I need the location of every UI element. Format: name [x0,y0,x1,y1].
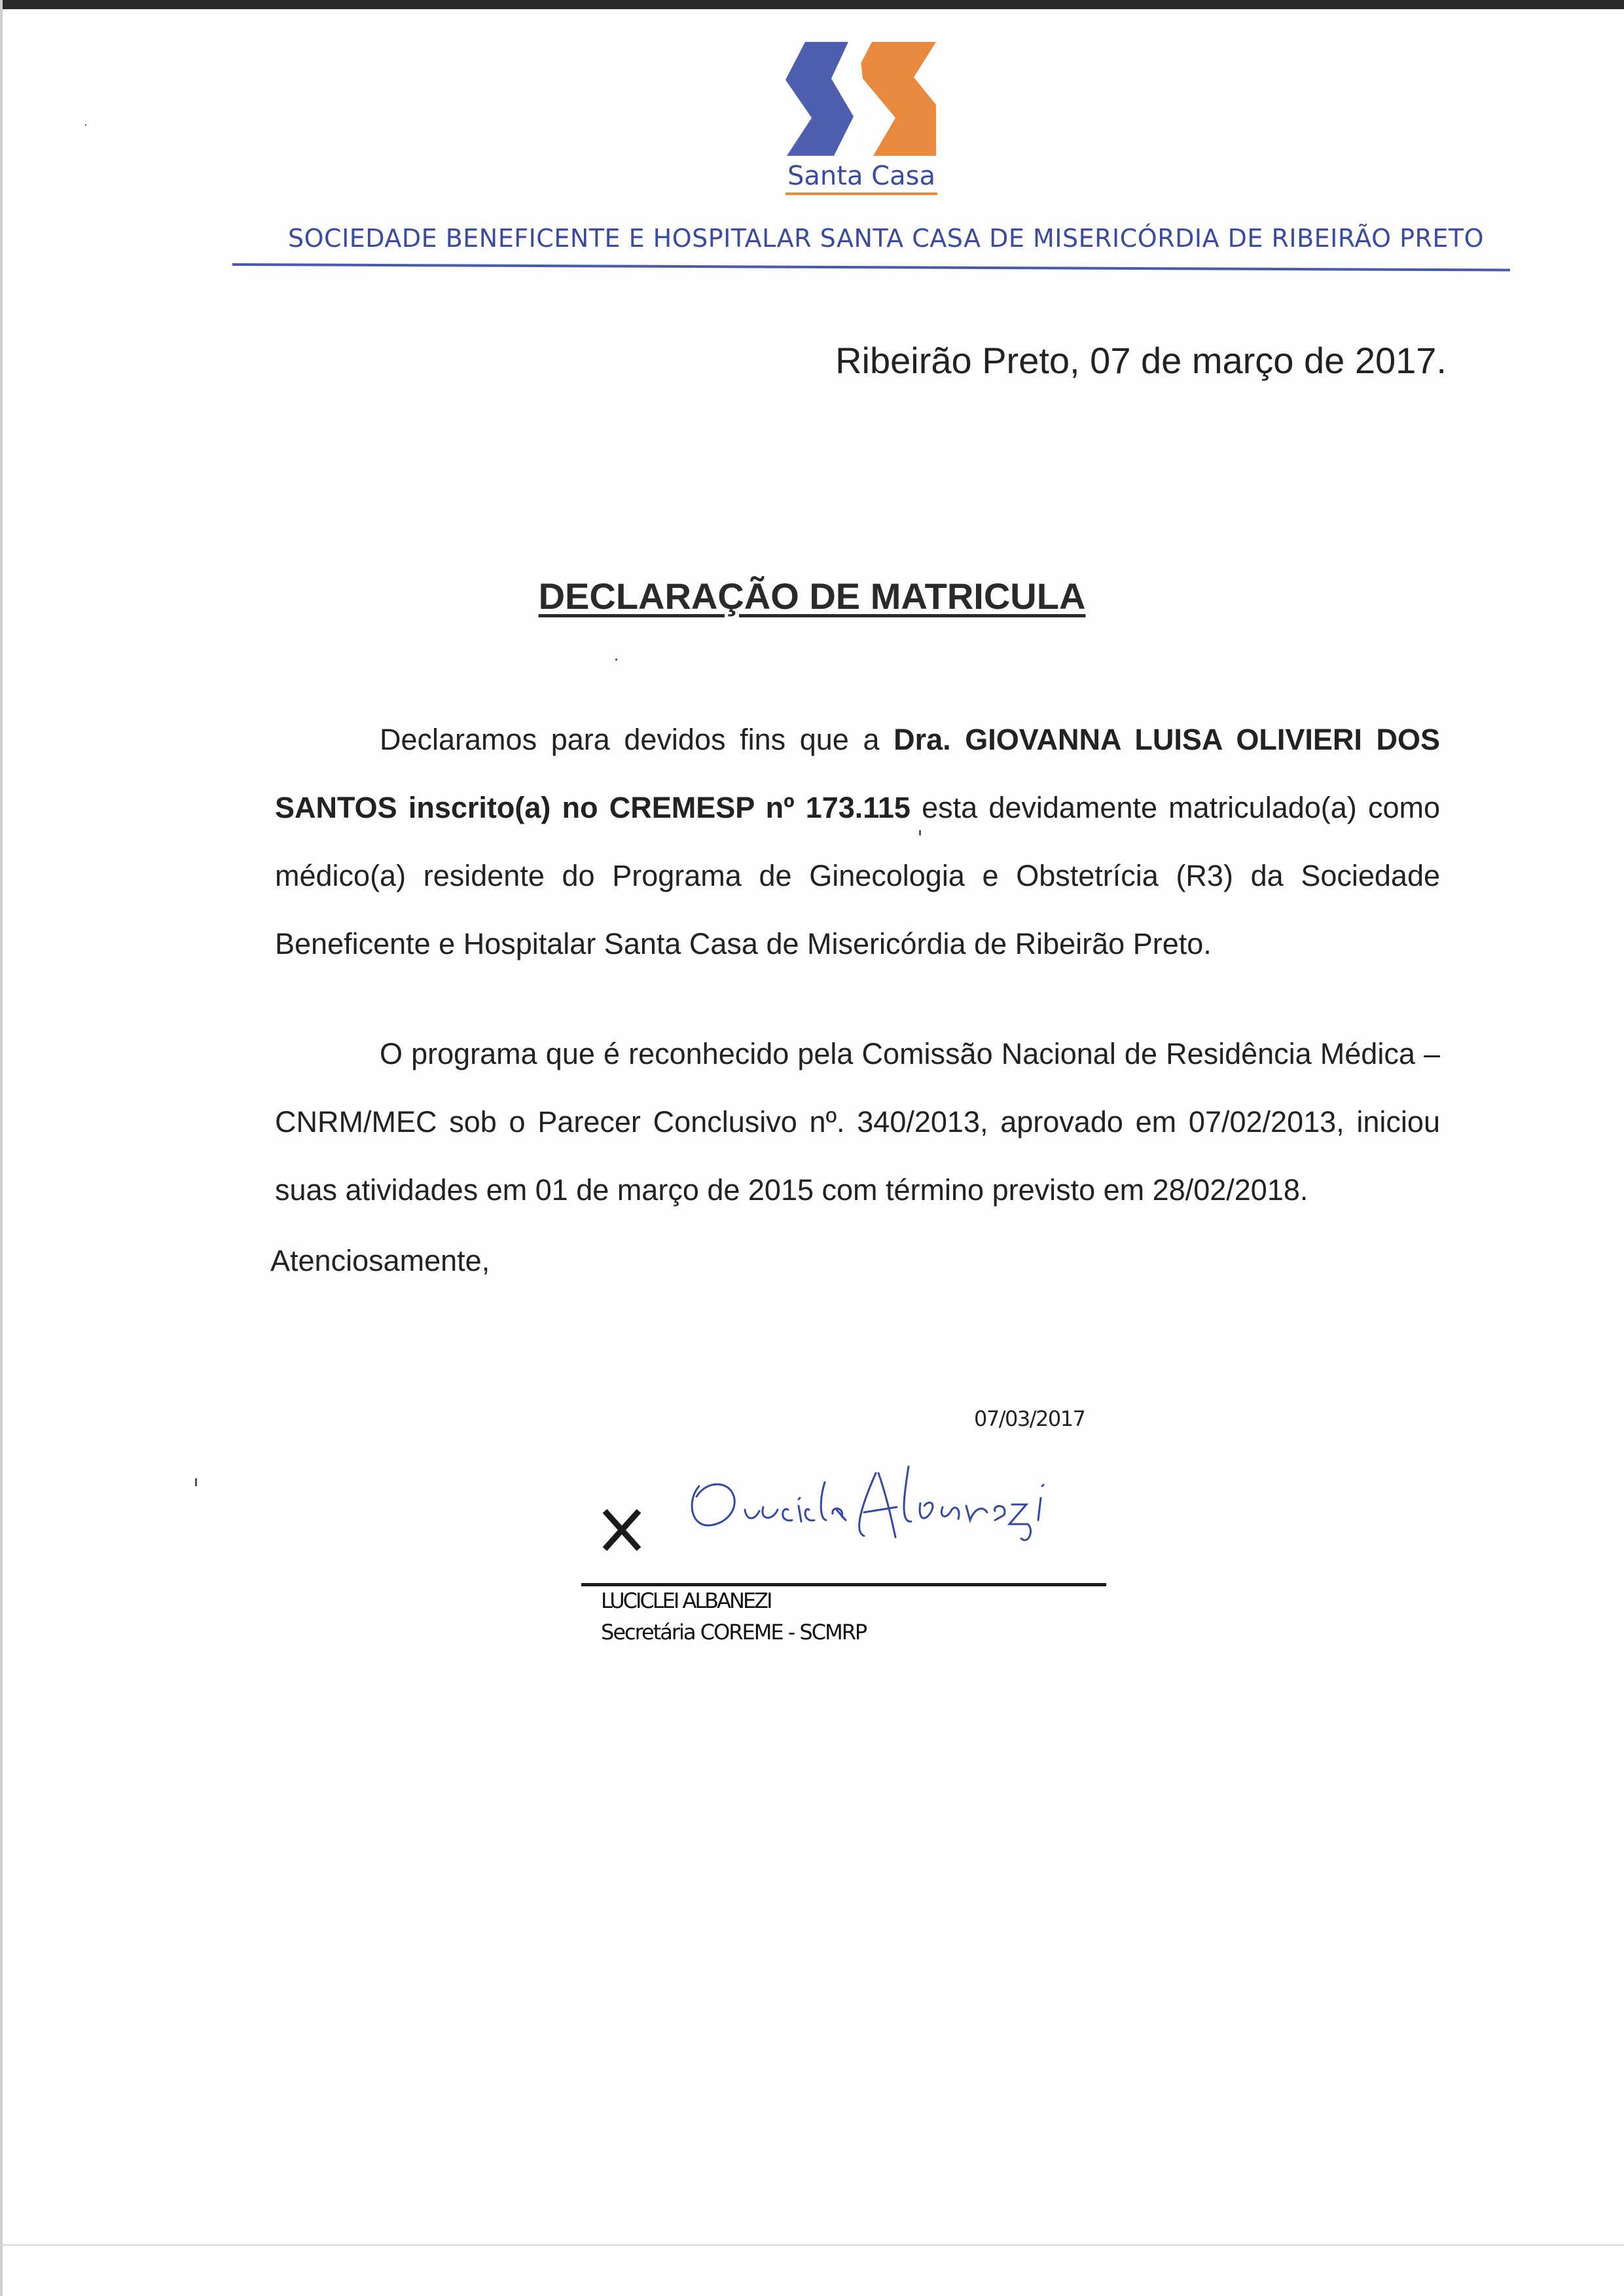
scan-edge-left [0,0,3,2296]
document-title: DECLARAÇÃO DE MATRICULA [538,575,1086,617]
paragraph-program: O programa que é reconhecido pela Comissão Nacional de Residência Médica – CNRM/MEC sob o Parecer Conclusivo nº. 340/2013, aprovado em 07/02/2013, iniciou suas atividades em 01 de março de 2015 com término previsto em 28/02/2018. [275,1037,1440,1207]
closing: Atenciosamente, [270,1244,490,1277]
paragraph-intro: Declaramos para devidos fins que a [380,723,894,756]
resident-name: Dra. GIOVANNA LUISA OLIVIERI DOS SANTOS inscrito(a) no CREMESP nº 173.115 [275,723,1440,824]
signer-name: LUCICLEI ALBANEZI [601,1588,771,1613]
paragraph-declaration [275,706,1440,978]
scan-edge-top [0,0,1624,9]
paragraph-rest: esta devidamente matriculado(a) como médico(a) residente do Programa de Ginecologia e Obstetrícia (R3) da Sociedade Beneficente e Hospitalar Santa Casa de Misericórdia de Ribeirão Preto. [275,791,1440,960]
header-rule [232,263,1510,272]
santa-casa-logo [785,39,937,196]
scan-speck [919,830,921,835]
scan-speck [195,1478,197,1486]
scan-edge-bottom [0,2244,1624,2246]
santa-casa-logo-mark [785,39,937,157]
scan-speck [85,124,86,126]
document-date: Ribeirão Preto, 07 de março de 2017. [835,340,1447,381]
signer-role: Secretária COREME - SCMRP [601,1620,867,1645]
organization-name: SOCIEDADE BENEFICENTE E HOSPITALAR SANTA CASA DE MISERICÓRDIA DE RIBEIRÃO PRETO [288,224,1485,253]
signature-x-mark [601,1507,643,1553]
handwritten-signature [668,1447,1087,1545]
logo-text: Santa Casa [787,161,935,191]
scan-speck [615,659,617,661]
signature-line [581,1583,1106,1586]
logo-underline [785,192,937,195]
signature-date: 07/03/2017 [974,1406,1085,1431]
